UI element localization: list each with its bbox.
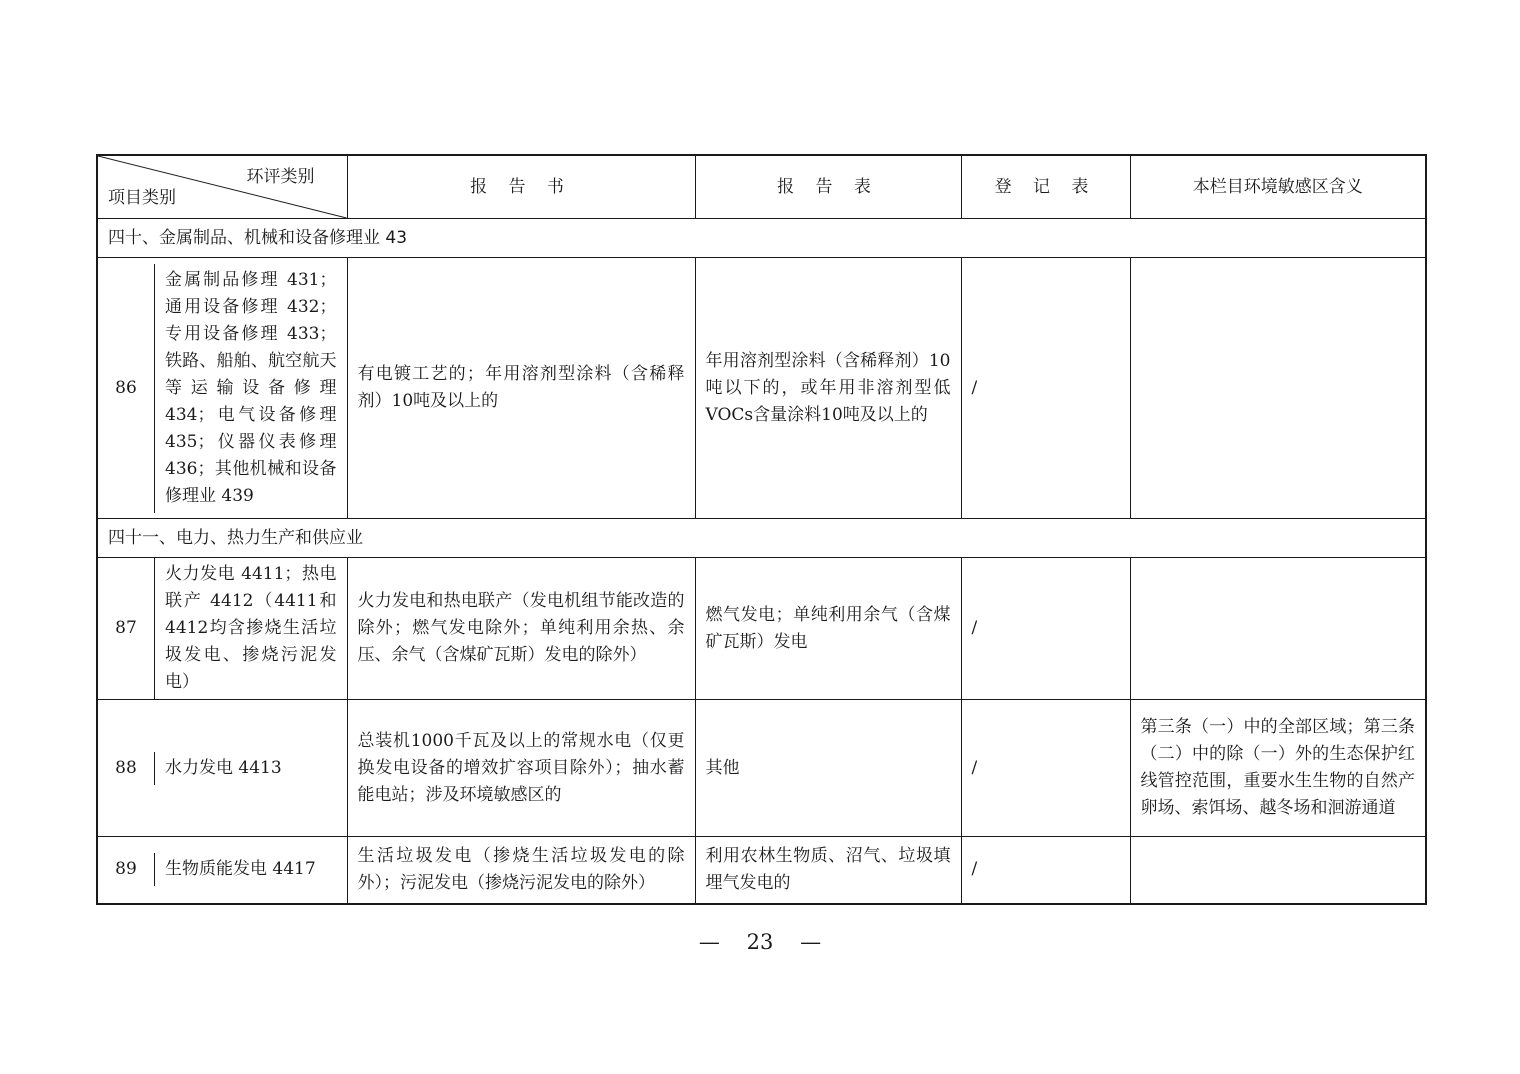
row-number: 89 — [98, 853, 155, 886]
sensitive-area-cell — [1130, 837, 1426, 904]
table-row — [97, 258, 1426, 519]
section-title: 四十一、电力、热力生产和供应业 — [97, 519, 1426, 558]
register-cell: / — [961, 837, 1130, 904]
section-row — [97, 519, 1426, 558]
report-book-cell: 总装机1000千瓦及以上的常规水电（仅更换发电设备的增效扩容项目除外）；抽水蓄能电站；涉及环境敏感区的 — [347, 700, 695, 837]
page-number-footer — [0, 928, 1520, 956]
register-cell: / — [961, 700, 1130, 837]
project-cell — [97, 258, 347, 519]
row-number: 86 — [98, 264, 155, 513]
sensitive-area-cell — [1130, 258, 1426, 519]
footer-dash-left: — — [698, 930, 720, 954]
section-row — [97, 219, 1426, 258]
table-row — [97, 700, 1426, 837]
sensitive-area-cell — [1130, 558, 1426, 700]
header-report-table: 报 告 表 — [695, 155, 961, 219]
sensitive-area-cell: 第三条（一）中的全部区域；第三条（二）中的除（一）外的生态保护红线管控范围，重要水生生物的自然产卵场、索饵场、越冬场和洄游通道 — [1130, 700, 1426, 837]
table-row — [97, 837, 1426, 904]
section-title: 四十、金属制品、机械和设备修理业 43 — [97, 219, 1426, 258]
header-register-table: 登 记 表 — [961, 155, 1130, 219]
footer-dash-right: — — [800, 930, 822, 954]
page-number: 23 — [746, 930, 774, 954]
header-assessment-category: 环评类别 — [246, 167, 315, 187]
row-number: 87 — [98, 558, 155, 699]
project-category: 生物质能发电 4417 — [165, 859, 316, 880]
report-book-cell: 生活垃圾发电（掺烧生活垃圾发电的除外）；污泥发电（掺烧污泥发电的除外） — [347, 837, 695, 904]
header-row — [97, 155, 1426, 219]
diagonal-header-cell — [97, 155, 347, 219]
table-row — [97, 558, 1426, 700]
header-sensitive-area: 本栏目环境敏感区含义 — [1130, 155, 1426, 219]
project-category: 水力发电 4413 — [165, 757, 282, 778]
project-category: 金属制品修理 431；通用设备修理 432；专用设备修理 433；铁路、船舶、航空航天等运输设备修理 434；电气设备修理 435；仪器仪表修理 436；其他机械和设备修理业 439 — [165, 269, 337, 506]
report-table-cell: 其他 — [695, 700, 961, 837]
register-cell: / — [961, 258, 1130, 519]
project-category: 火力发电 4411；热电联产 4412（4411和4412均含掺烧生活垃圾发电、掺烧污泥发电） — [165, 564, 337, 692]
report-table-cell: 年用溶剂型涂料（含稀释剂）10吨以下的，或年用非溶剂型低VOCs含量涂料10吨及以上的 — [695, 258, 961, 519]
environmental-assessment-table — [96, 154, 1427, 905]
register-cell: / — [961, 558, 1130, 700]
table-body — [97, 219, 1426, 904]
project-cell — [97, 700, 347, 837]
project-cell — [97, 558, 347, 700]
header-project-category: 项目类别 — [108, 188, 176, 208]
report-book-cell: 有电镀工艺的；年用溶剂型涂料（含稀释剂）10吨及以上的 — [347, 258, 695, 519]
report-table-cell: 燃气发电；单纯利用余气（含煤矿瓦斯）发电 — [695, 558, 961, 700]
row-number: 88 — [98, 752, 155, 785]
header-report-book: 报 告 书 — [347, 155, 695, 219]
report-table-cell: 利用农林生物质、沼气、垃圾填埋气发电的 — [695, 837, 961, 904]
project-cell — [97, 837, 347, 904]
report-book-cell: 火力发电和热电联产（发电机组节能改造的除外；燃气发电除外；单纯利用余热、余压、余气（含煤矿瓦斯）发电的除外） — [347, 558, 695, 700]
